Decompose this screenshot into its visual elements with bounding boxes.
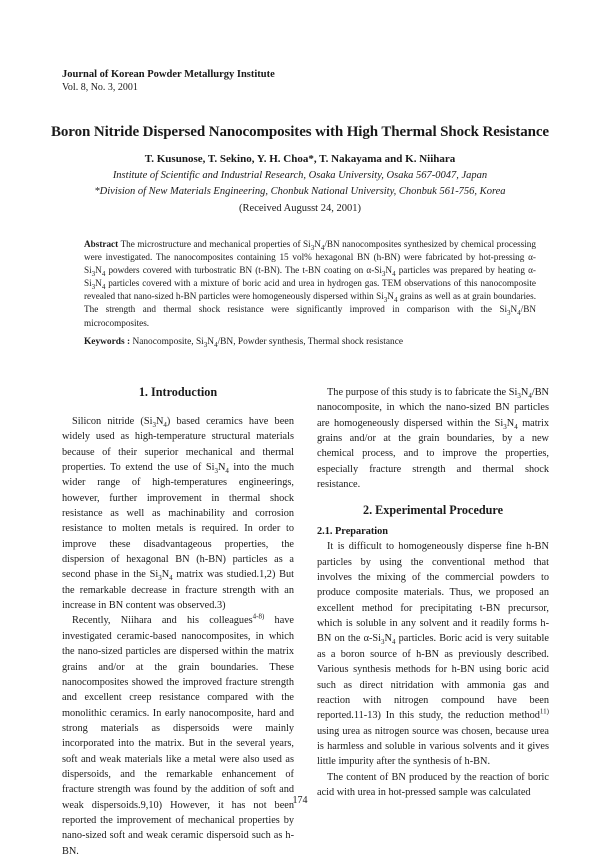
keywords-label: Keywords : bbox=[84, 337, 131, 347]
received-date: (Received Augusst 24, 2001) bbox=[239, 203, 361, 214]
abstract-text: The microstructure and mechanical properties of $Si_3N_4/BN$ nanocomposites synthesized by chemical processing were investigated. The nanocomposites containing 15 vol% hexagonal BN (h-BN) were fabricated by hot-pressing $\alpha-Si_3N_4$ powders covered with turbostratic BN (t-BN). The t-BN coating on $\alpha-Si_3N_4$ particles was prepared by heating $\alpha-Si_3N_4$ particles covered with a mixture of boric acid and urea in hydrogen gas. TEM observations of this nanocomposite revealed that nano-sized h-BN particles were homogeneously dispersed within $Si_3N_4$ grains as well as at grain boundaries. The strength and thermal shock resistance were significantly improved in comparison with the $Si_3N_4/BN$ microcomposites. bbox=[84, 239, 537, 328]
left-column bbox=[62, 385, 294, 859]
paragraph: Recently, Niihara and his colleagues$^{4-8)}$ have investigated ceramic-based nanocomposites, in which the nano-sized particles are dispersed within the matrix grains and/or at the grain boundaries. These nanocomposites showed the improved fracture strength and excellent creep resistance compared with the monolithic ceramics. In early nanocomposite, hard and strong materials as dispersoids were mainly incorporated into the matrix. But in the several years, soft and weak materials like a metal were also used as dispersoids, and the remarkable enhancement of fracture strength was found by the addition of soft and weak dispersoids.9,10) However, it has not been reported the improvement of mechanical properties by nano-sized soft and weak ceramic dispersoid such as h-BN. bbox=[62, 613, 294, 857]
affiliation-2: *Division of New Materials Engineering, Chonbuk National University, Chonbuk 561-756, Korea bbox=[94, 186, 506, 197]
keywords-text: Nanocomposite, $Si_3N_4/BN$, Powder synthesis, Thermal shock resistance bbox=[132, 337, 404, 349]
paragraph: It is difficult to homogeneously disperse fine h-BN particles by using the conventional method that involves the mixing of the commercial powders to produce composite materials. Thus, we proposed an excellent method for precipitating t-BN precursor, which is soluble in any solvent and it readily forms h-BN on the $\alpha-Si_3N_4$ particles. Boric acid is very suitable as a boron source of h-BN as previously described. Various synthesis methods for h-BN using boric acid such as direct nitridation with ammonia gas and reaction with nitrogen compound have been reported.11-13) In this study, the reduction method$^{11)}$ using urea as nitrogen source was chosen, because urea is harmless and soluble in various solvents and it gives little impurity after the synthesis of h-BN. bbox=[317, 541, 549, 768]
right-column bbox=[317, 385, 549, 800]
journal-volume: Vol. 8, No. 3, 2001 bbox=[62, 82, 138, 93]
paragraph: Silicon nitride $(Si_3N_4)$ based ceramics have been widely used as high-temperature structural materials because of their superior mechanical and thermal properties. To extend the use of $Si_3N_4$ into the much wider range of high-temperatures engineerings, however, further improvement in thermal shock resistance as well as machinability and corrosion resistance to molten metals is required. In order to improve these disadvantageous properties, the dispersion of hexagonal BN (h-BN) particles as a second phase in the $Si_3N_4$ matrix was studied.1,2) But the remarkable decrease in fracture strength with an increase in BN content was observed.3) bbox=[62, 416, 295, 612]
paragraph: The content of BN produced by the reaction of boric acid with urea in hot-pressed sample was calculated bbox=[317, 771, 549, 798]
affiliation-1: Institute of Scientific and Industrial Research, Osaka University, Osaka 567-0047, Japan bbox=[112, 170, 488, 181]
page-number: 174 bbox=[292, 795, 308, 806]
paper-title: Boron Nitride Dispersed Nanocomposites with High Thermal Shock Resistance bbox=[51, 124, 549, 140]
section-heading-introduction: 1. Introduction bbox=[138, 385, 218, 399]
abstract bbox=[84, 238, 536, 330]
paragraph: The purpose of this study is to fabricate the $Si_3N_4/BN$ nanocomposite, in which the nano-sized BN particles are homogeneously dispersed within the $Si_3N_4$ matrix grains and/or at the grain boundaries, by a new chemical process, and to improve the properties, especially fracture strength and thermal shock resistance. bbox=[317, 387, 549, 491]
subsection-heading-preparation: 2.1. Preparation bbox=[317, 526, 389, 538]
authors: T. Kusunose, T. Sekino, Y. H. Choa*, T. Nakayama and K. Niihara bbox=[144, 153, 456, 165]
section-heading-experimental: 2. Experimental Procedure bbox=[362, 503, 504, 518]
journal-header bbox=[62, 68, 275, 94]
keywords bbox=[84, 337, 536, 347]
journal-name: Journal of Korean Powder Metallurgy Institute bbox=[62, 69, 275, 80]
abstract-label: Abstract bbox=[84, 239, 119, 249]
